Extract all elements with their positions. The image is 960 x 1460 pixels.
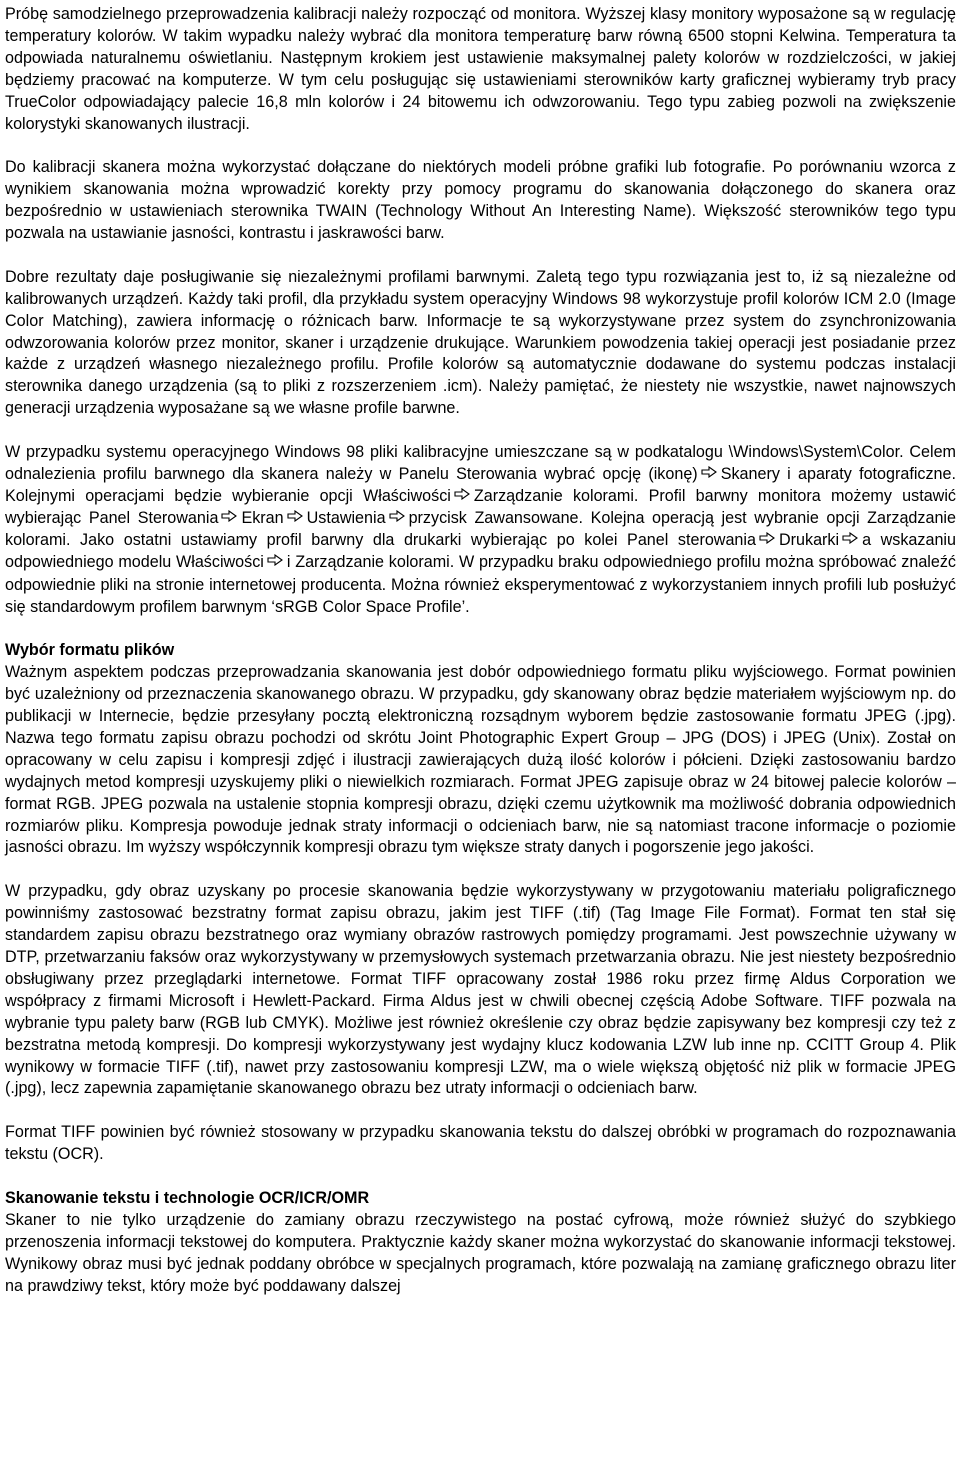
hollow-right-arrow-icon — [267, 551, 283, 573]
hollow-right-arrow-icon — [389, 507, 405, 529]
hollow-right-arrow-icon — [221, 507, 237, 529]
paragraph-text-segment: Zarządzanie kolorami. Profil barwny monitora możemy ustawić wybierając Panel Sterowania — [5, 487, 956, 528]
paragraph-text-segment: Skanery i aparaty fotograficzne. Kolejnymi operacjami będzie wybieranie opcji Właściwości — [5, 465, 956, 506]
paragraph-text-segment: Dobre rezultaty daje posługiwanie się niezależnymi profilami barwnymi. Zaletą tego typu rozwiązania jest to, iż są niezależne od kalibrowanych urządzeń. Każdy taki profil, dla przykładu system operacyjny Windows 98 wykorzystuje profil kolorów ICM 2.0 (Image Color Matching), zawiera informację o różnicach barw. Informacje te są wykorzystywane przez system do zsynchronizowania odwzorowania kolorów przez monitor, skaner i urządzenie drukujące. Warunkiem powodzenia takiej operacji jest posiadanie przez każde z urządzeń własnego niezależnego profilu. Profile kolorów są automatycznie dodawane do systemu podczas instalacji sterownika danego urządzenia (są to pliki z rozszerzeniem .icm). Należy pamiętać, że niestety nie wszystkie, nawet najnowszych generacji urządzenia wyposażane są we własne profile barwne. — [5, 267, 956, 418]
paragraph-text-segment: przycisk Zawansowane. Kolejna operacją jest wybranie opcji Zarządzanie kolorami. Jako ostatni ustawiamy profil barwny dla drukarki wybierając po kolei Panel sterowania — [5, 509, 956, 550]
body-paragraph — [5, 1210, 956, 1298]
section-heading: Wybór formatu plików — [5, 641, 175, 660]
hollow-right-arrow-icon — [454, 485, 470, 507]
paragraph-text-segment: W przypadku, gdy obraz uzyskany po procesie skanowania będzie wykorzystywany w przygotowaniu materiału poligraficznego powinniśmy zastosować bezstratny format zapisu obrazu, jakim jest TIFF (.tif) (Tag Image File Format). Format ten stał się standardem zapisu obrazu bezstratnego oraz wymiany obrazów rastrowych pomiędzy programami. Jest powszechnie używany w DTP, przetwarzaniu faksów oraz wykorzystywany w przemysłowych systemach przetwarzania obrazu. Nie jest niestety bezpośrednio obsługiwany przez przeglądarki internetowe. Format TIFF opracowany został 1986 roku przez firmę Aldus Corporation we współpracy z firmami Microsoft i Hewlett-Packard. Firma Aldus jest w chwili obecnej częścią Adobe Software. TIFF pozwala na wybranie typu palety barw (RGB lub CMYK). Możliwe jest również określenie czy obraz będzie zapisywany bez kompresji czy też z bezstratna metodą kompresji. Do kompresji wykorzystywany jest wydajny klucz kodowania LZW lub inne np. CCITT Group 4. Plik wynikowy w formacie TIFF (.tif), nawet przy zastosowaniu kompresji LZW, ma o wiele większą objętość niż plik w formacie JPEG (.jpg), lecz zapewnia zapamiętanie skanowanego obrazu bez utraty informacji o odcieniach barw. — [5, 882, 956, 1098]
paragraph-text-segment: Próbę samodzielnego przeprowadzenia kalibracji należy rozpocząć od monitora. Wyższej klasy monitory wyposażone są w regulację temperatury kolorów. W takim wypadku należy wybrać dla monitora temperaturę barw równą 6500 stopni Kelwina. Temperatura ta odpowiada naturalnemu oświetlaniu. Następnym krokiem jest ustawienie maksymalnej palety kolorów w rozdzielczości, w jakiej będziemy pracować na komputerze. W tym celu posługując się ustawieniami sterowników karty graficznej wybieramy tryb pracy TrueColor odpowiadający palecie 16,8 mln kolorów i 24 bitowemu ich odwzorowaniu. Tego typu zabieg pozwoli na zwiększenie kolorystyki skanowanych ilustracji. — [5, 5, 956, 133]
hollow-right-arrow-icon — [759, 529, 775, 551]
hollow-right-arrow-icon — [701, 463, 717, 485]
paragraph-text-segment: Ekran — [241, 509, 284, 528]
paragraph-text-segment: Skaner to nie tylko urządzenie do zamiany obrazu rzeczywistego na postać cyfrową, może również służyć do szybkiego przenoszenia informacji tekstowej do komputera. Praktycznie każdy skaner można wykorzystać do skanowanie informacji tekstowej. Wynikowy obraz musi być jednak poddany obróbce w specjalnych programach, które pozwalają na zamianę graficznego obrazu liter na prawdziwy tekst, który może być poddawany dalszej — [5, 1210, 956, 1295]
body-paragraph — [5, 4, 956, 135]
hollow-right-arrow-icon — [287, 507, 303, 529]
section-heading: Skanowanie tekstu i technologie OCR/ICR/OMR — [5, 1188, 370, 1207]
paragraph-text-segment: i Zarządzanie kolorami. W przypadku braku odpowiedniego profilu można spróbować znaleźć odpowiednie pliki na stronie internetowej producenta. Można również eksperymentować z wykorzystaniem innych profili lub posłużyć się standardowym profilem barwnym ‘sRGB Color Space Profile’. — [5, 553, 956, 616]
body-paragraph — [5, 442, 956, 618]
body-paragraph — [5, 267, 956, 420]
paragraph-text-segment: a wskazaniu odpowiedniego modelu Właściwości — [5, 531, 956, 572]
paragraph-text-segment: W przypadku systemu operacyjnego Windows 98 pliki kalibracyjne umieszczane są w podkatalogu \Windows\System\Color. Celem odnalezienia profilu barwnego dla skanera należy w Panelu Sterowania wybrać opcję (ikonę) — [5, 443, 956, 484]
body-paragraph — [5, 1122, 956, 1166]
paragraph-text-segment: Ważnym aspektem podczas przeprowadzania skanowania jest dobór odpowiedniego formatu pliku wyjściowego. Format powinien być uzależniony od przeznaczenia skanowanego obrazu. W przypadku, gdy skanowany obraz będzie materiałem wyjściowym np. do publikacji w Internecie, będzie przesyłany pocztą elektroniczną rozsądnym wyborem będzie zastosowanie formatu JPEG (.jpg). Nazwa tego formatu zapisu obrazu pochodzi od skrótu Joint Photographic Expert Group – JPG (DOS) i JPEG (Unix). Został on opracowany w celu zapisu i kompresji zdjęć i ilustracji zawierających dużą ilość kolorów i półcieni. Dzięki zastosowaniu bardzo wydajnych metod kompresji uzyskujemy pliki o niewielkich rozmiarach. Format JPEG zapisuje obraz w 24 bitowej palecie kolorów – format RGB. JPEG pozwala na ustalenie stopnia kompresji obrazu, dzięki czemu użytkownik ma możliwość dobrania odpowiednich rozmiarów pliku. Kompresja powoduje jednak straty informacji o odcieniach barw, nie są natomiast tracone informacje o poziomie jasności obrazu. Im wyższy współczynnik kompresji obrazu tym większe straty danych i pogorszenie jego jakości. — [5, 663, 956, 857]
paragraph-text-segment: Drukarki — [778, 531, 840, 550]
paragraph-text-segment: Ustawienia — [306, 509, 386, 528]
hollow-right-arrow-icon — [842, 529, 858, 551]
body-paragraph — [5, 662, 956, 859]
paragraph-text-segment: Do kalibracji skanera można wykorzystać dołączane do niektórych modeli próbne grafiki lub fotografie. Po porównaniu wzorca z wynikiem skanowania można wprowadzić korekty przy pomocy programu do skanowania dołączonego do skanera oraz bezpośrednio w ustawieniach sterownika TWAIN (Technology Without An Interesting Name). Większość sterowników tego typu pozwala na ustawianie jasności, kontrastu i jaskrawości barw. — [5, 158, 956, 243]
paragraph-text-segment: Format TIFF powinien być również stosowany w przypadku skanowania tekstu do dalszej obróbki w programach do rozpoznawania tekstu (OCR). — [5, 1123, 956, 1164]
body-paragraph — [5, 157, 956, 245]
body-paragraph — [5, 881, 956, 1100]
